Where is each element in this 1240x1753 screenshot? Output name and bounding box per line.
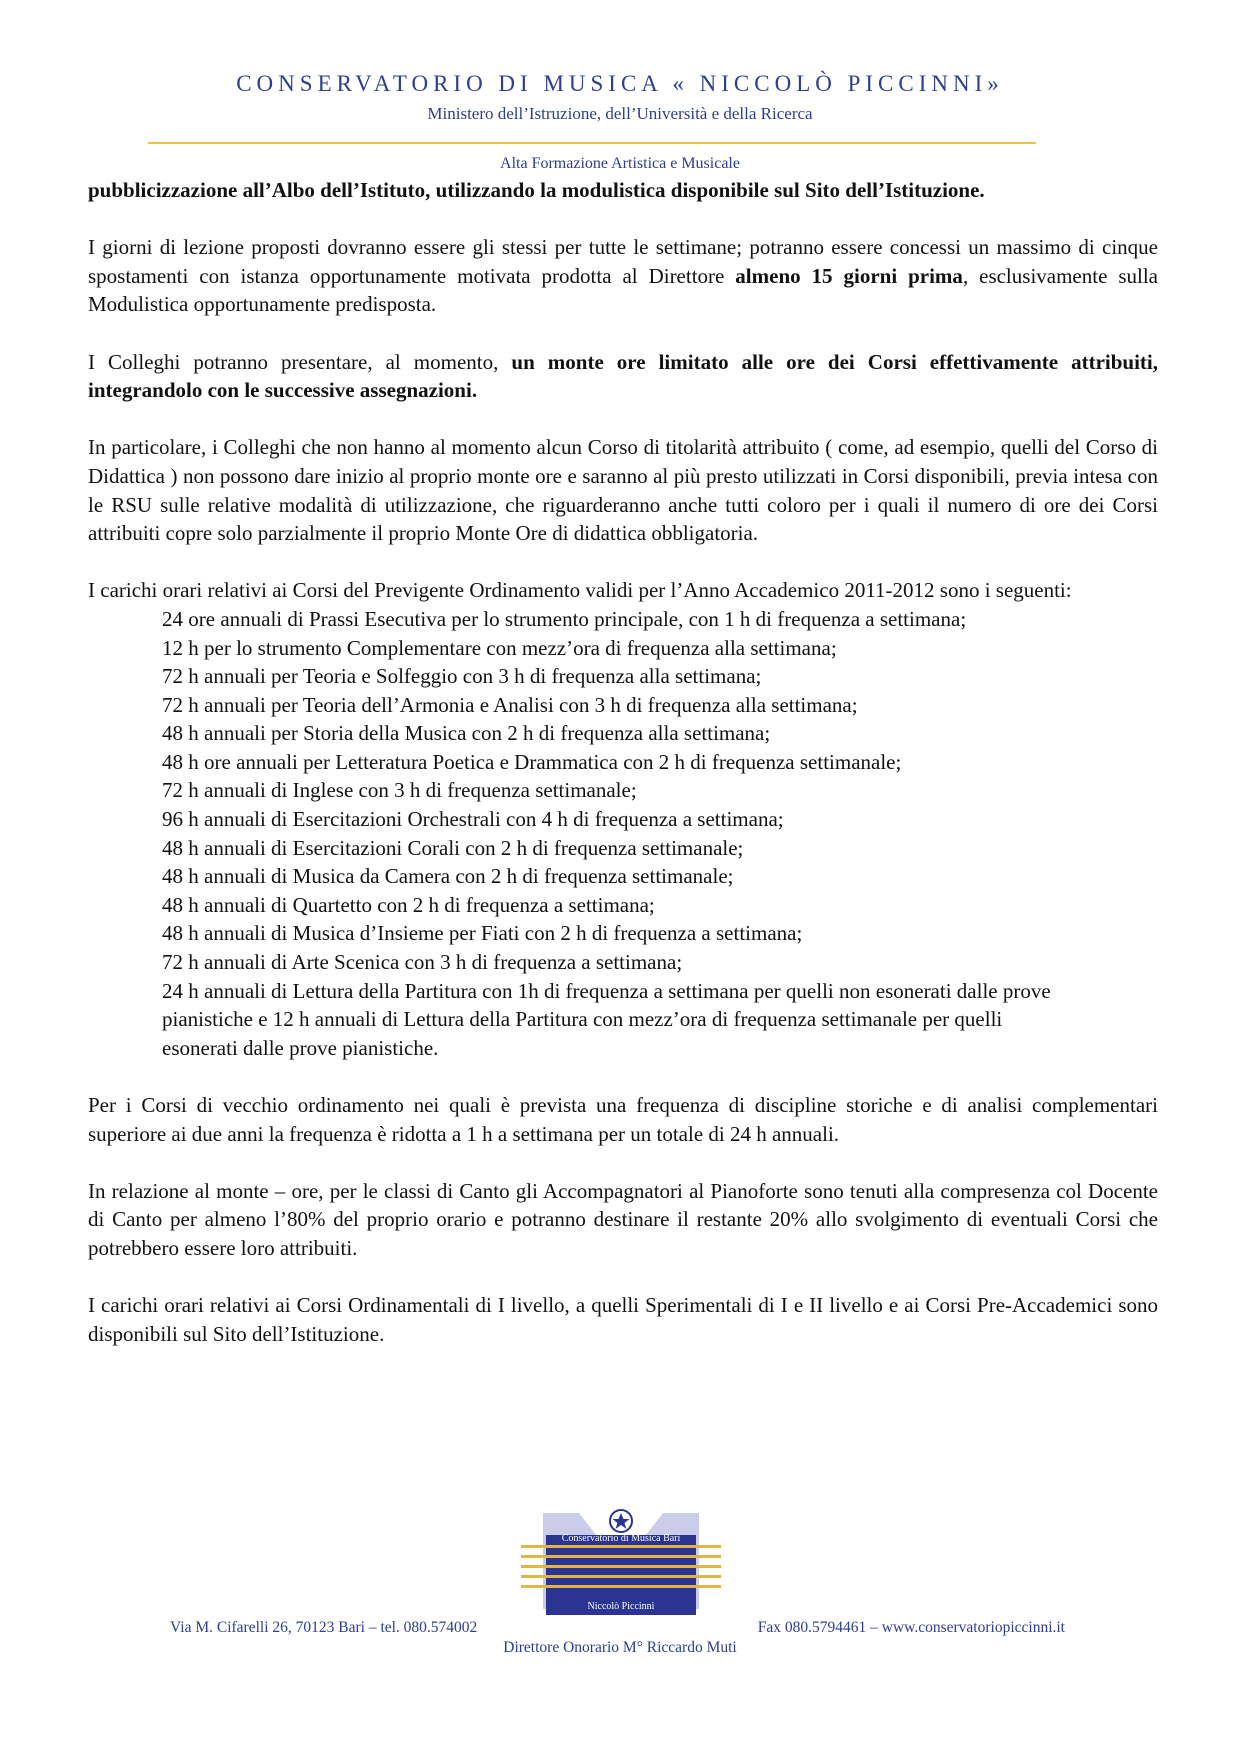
list-item: 72 h annuali per Teoria dell’Armonia e Analisi con 3 h di frequenza alla settimana;: [162, 692, 858, 717]
course-load-list: [88, 605, 1158, 1063]
list-item: 48 h ore annuali per Letteratura Poetica e Drammatica con 2 h di frequenza settimanale;: [162, 749, 902, 774]
list-item: 12 h per lo strumento Complementare con mezz’ora di frequenza alla settimana;: [162, 635, 837, 660]
state-emblem-icon: [610, 1510, 632, 1532]
list-item: 72 h annuali di Inglese con 3 h di frequenza settimanale;: [162, 778, 637, 803]
hours-limit-text: I Colleghi potranno presentare, al momento,: [88, 349, 512, 374]
hours-limit-emphasis: un monte ore limitato alle ore dei Corsi effettivamente attribuiti, integrandolo con le successive assegnazioni.: [88, 349, 1158, 403]
paragraph-publicity: [88, 176, 1158, 205]
list-item: 48 h annuali per Storia della Musica con 2 h di frequenza alla settimana;: [162, 721, 771, 746]
deadline-emphasis: almeno 15 giorni prima: [735, 263, 963, 288]
document-body: [88, 176, 1158, 1348]
list-item: 24 h annuali di Lettura della Partitura con 1h di frequenza a settimana per quelli non esonerati dalle prove pianistiche e 12 h annuali di Lettura della Partitura con mezz’ora di frequenza settimanale per quelli esonerati dalle prove pianistiche.: [162, 978, 1051, 1060]
publicity-text: pubblicizzazione all’Albo dell’Istituto, utilizzando la modulistica disponibile sul Sito dell’Istituzione.: [88, 178, 985, 202]
list-item: 72 h annuali per Teoria e Solfeggio con 3 h di frequenza alla settimana;: [162, 664, 762, 689]
ministry-name: Ministero dell’Istruzione, dell’Università e della Ricerca: [427, 104, 813, 123]
paragraph-old-courses: Per i Corsi di vecchio ordinamento nei quali è prevista una frequenza di discipline storiche e di analisi complementari superiore ai due anni la frequenza è ridotta a 1 h a settimana per un totale di 24 h annuali.: [88, 1093, 1158, 1146]
list-item: 48 h annuali di Quartetto con 2 h di frequenza a settimana;: [162, 892, 655, 917]
paragraph-accompanists: In relazione al monte – ore, per le classi di Canto gli Accompagnatori al Pianoforte sono tenuti alla compresenza col Docente di Canto per almeno l’80% del proprio orario e potranno destinare il restante 20% allo svolgimento di eventuali Corsi che potrebbero essere loro attribuiti.: [88, 1178, 1158, 1260]
footer-address: Via M. Cifarelli 26, 70123 Bari – tel. 080.574002: [170, 1619, 478, 1636]
list-item: 48 h annuali di Musica da Camera con 2 h di frequenza settimanale;: [162, 864, 734, 889]
list-item: 48 h annuali di Esercitazioni Corali con 2 h di frequenza settimanale;: [162, 835, 744, 860]
logo-graphic: [521, 1505, 721, 1617]
paragraph-colleagues: In particolare, i Colleghi che non hanno al momento alcun Corso di titolarità attribuito ( come, ad esempio, quelli del Corso di Didattica ) non possono dare inizio al proprio monte ore e saranno al più presto utilizzati in Corsi disponibili, previa intesa con le RSU sulle relative modalità di utilizzazione, che riguarderanno anche tutti coloro per i quali il numero di ore dei Corsi attribuiti copre solo parzialmente il proprio Monte Ore di didattica obbligatoria.: [88, 435, 1158, 546]
logo-bottom-label: Niccolò Piccinni: [587, 1601, 655, 1612]
footer-fax-website: Fax 080.5794461 – www.conservatoriopiccinni.it: [757, 1619, 1065, 1636]
paragraph-other-courses: I carichi orari relativi ai Corsi Ordinamentali di I livello, a quelli Sperimentali di I e II livello e ai Corsi Pre-Accademici sono disponibili sul Sito dell’Istituzione.: [88, 1293, 1158, 1346]
logo-top-label: Conservatorio di Musica Bari: [561, 1533, 681, 1544]
afam-subtitle: Alta Formazione Artistica e Musicale: [500, 155, 740, 172]
footer-director: Direttore Onorario M° Riccardo Muti: [503, 1639, 737, 1656]
paragraph-loads-intro: I carichi orari relativi ai Corsi del Previgente Ordinamento validi per l’Anno Accademico 2011-2012 sono i seguenti:: [88, 578, 1072, 603]
list-item: 48 h annuali di Musica d’Insieme per Fiati con 2 h di frequenza a settimana;: [162, 921, 803, 946]
paragraph-hours-limit: [88, 348, 1158, 405]
list-item: 72 h annuali di Arte Scenica con 3 h di frequenza a settimana;: [162, 950, 683, 975]
lesson-days-text-end: , esclusivamente sulla Modulistica opportunamente predisposta.: [88, 263, 1159, 317]
header-divider: [148, 142, 1036, 144]
paragraph-lesson-days: [88, 233, 1158, 319]
institution-name: CONSERVATORIO DI MUSICA « NICCOLÒ PICCINNI»: [236, 71, 1004, 96]
list-item: 96 h annuali di Esercitazioni Orchestrali con 4 h di frequenza a settimana;: [162, 807, 784, 832]
list-item: 24 ore annuali di Prassi Esecutiva per lo strumento principale, con 1 h di frequenza a settimana;: [162, 606, 967, 631]
letterhead: [0, 70, 1240, 126]
conservatory-logo: [521, 1505, 721, 1617]
lesson-days-text: I giorni di lezione proposti dovranno essere gli stessi per tutte le settimane; potranno essere concessi un massimo di cinque spostamenti con istanza opportunamente motivata prodotta al Direttore: [88, 235, 1158, 288]
